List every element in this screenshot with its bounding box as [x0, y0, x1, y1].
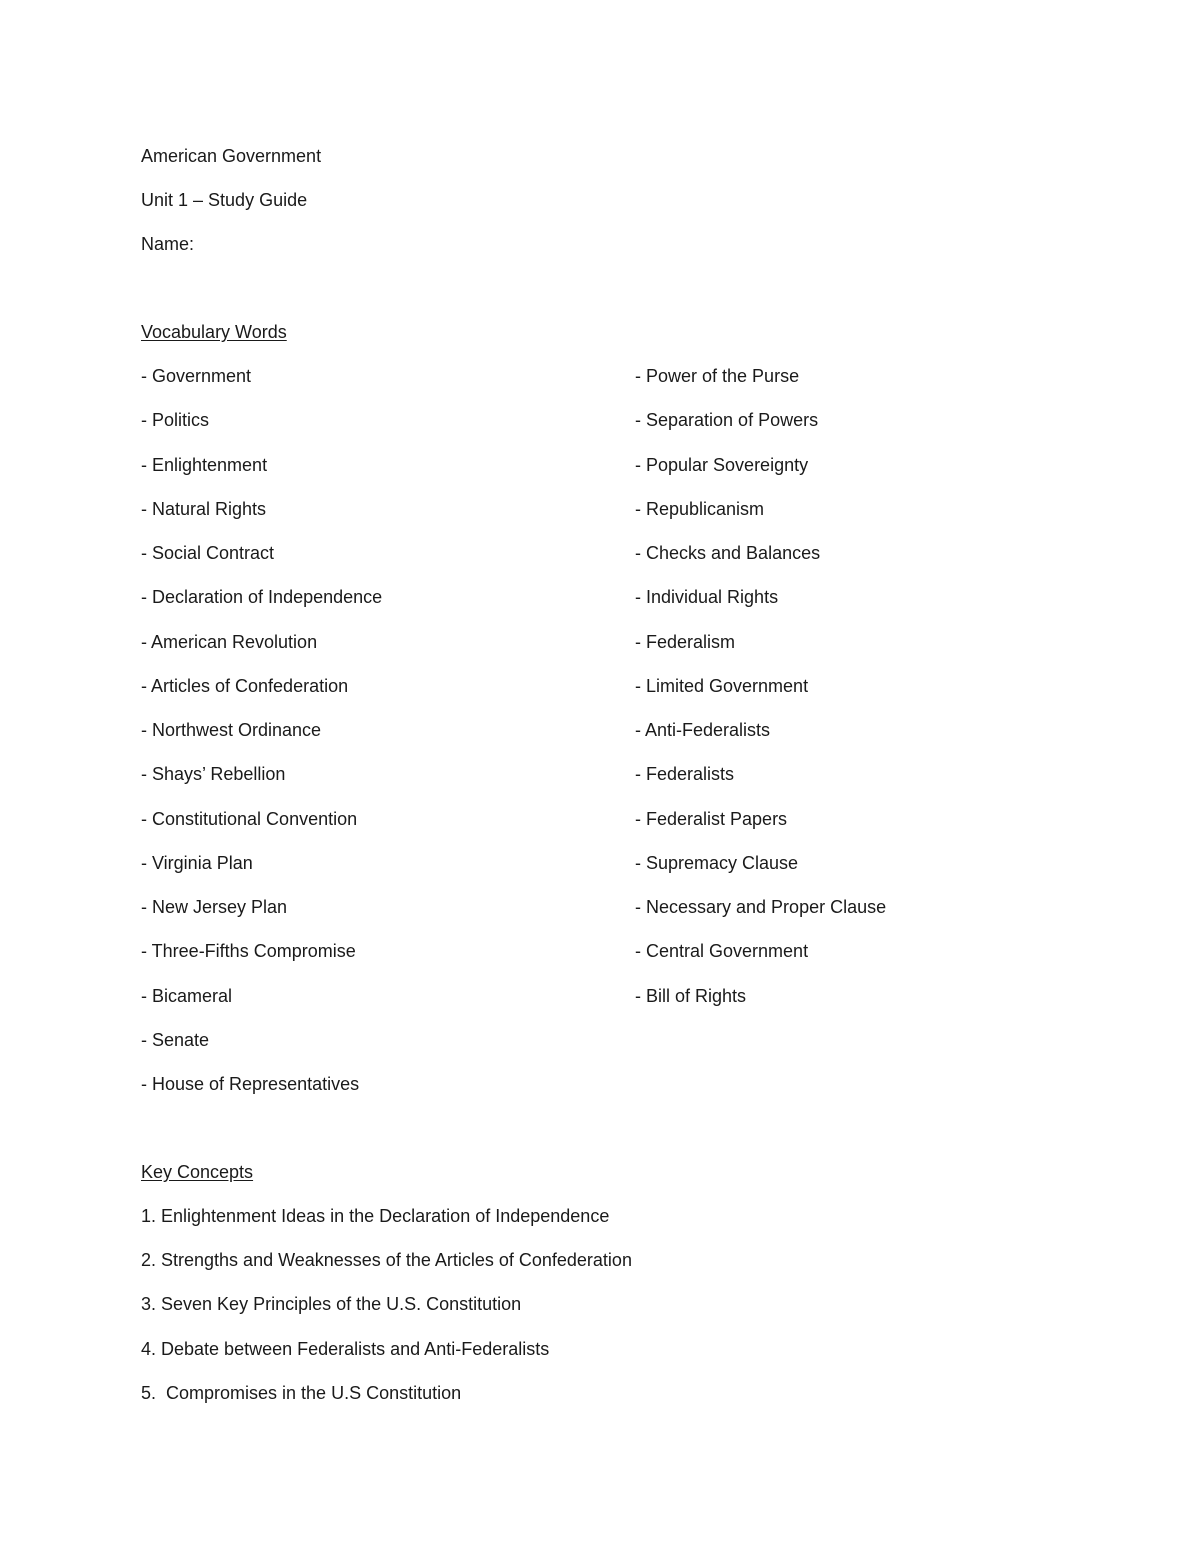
vocab-item: - Bill of Rights	[635, 986, 747, 1006]
vocab-item: - Bicameral	[141, 986, 233, 1006]
vocab-item: - Shays’ Rebellion	[141, 764, 286, 784]
concept-item: 3. Seven Key Principles of the U.S. Constitution	[141, 1294, 522, 1314]
concept-item: 4. Debate between Federalists and Anti-Federalists	[141, 1339, 550, 1359]
vocab-item: - Constitutional Convention	[141, 809, 358, 829]
vocab-item: - Checks and Balances	[635, 543, 821, 563]
key-concepts-heading: Key Concepts	[141, 1162, 254, 1182]
unit-title: Unit 1 – Study Guide	[141, 190, 308, 210]
vocab-item: - Enlightenment	[141, 455, 268, 475]
vocab-item: - Government	[141, 366, 252, 386]
vocab-item: - Federalist Papers	[635, 809, 788, 829]
vocab-item: - American Revolution	[141, 632, 318, 652]
concept-item: 1. Enlightenment Ideas in the Declaration of Independence	[141, 1206, 610, 1226]
vocab-item: - Anti-Federalists	[635, 720, 771, 740]
vocab-item: - Virginia Plan	[141, 853, 253, 873]
vocabulary-heading: Vocabulary Words	[141, 322, 287, 342]
concept-item: 2. Strengths and Weaknesses of the Articles of Confederation	[141, 1250, 632, 1270]
name-label: Name:	[141, 234, 195, 254]
vocab-item: - New Jersey Plan	[141, 897, 288, 917]
vocab-item: - Popular Sovereignty	[635, 455, 809, 475]
course-title: American Government	[141, 146, 322, 166]
vocab-item: - Separation of Powers	[635, 410, 819, 430]
vocab-item: - Social Contract	[141, 543, 275, 563]
vocab-item: - Power of the Purse	[635, 366, 800, 386]
vocab-item: - Republicanism	[635, 499, 765, 519]
vocab-item: - Northwest Ordinance	[141, 720, 322, 740]
vocab-item: - Articles of Confederation	[141, 676, 349, 696]
vocab-item: - Senate	[141, 1030, 210, 1050]
vocab-item: - Federalists	[635, 764, 735, 784]
vocab-item: - House of Representatives	[141, 1074, 360, 1094]
vocab-item: - Central Government	[635, 941, 809, 961]
vocab-item: - Limited Government	[635, 676, 809, 696]
vocab-item: - Supremacy Clause	[635, 853, 799, 873]
vocab-item: - Declaration of Independence	[141, 587, 383, 607]
vocab-item: - Necessary and Proper Clause	[635, 897, 887, 917]
concept-item: 5. Compromises in the U.S Constitution	[141, 1383, 462, 1403]
vocab-item: - Individual Rights	[635, 587, 779, 607]
vocab-item: - Natural Rights	[141, 499, 267, 519]
vocab-item: - Federalism	[635, 632, 736, 652]
vocab-item: - Politics	[141, 410, 210, 430]
vocab-item: - Three-Fifths Compromise	[141, 941, 356, 961]
